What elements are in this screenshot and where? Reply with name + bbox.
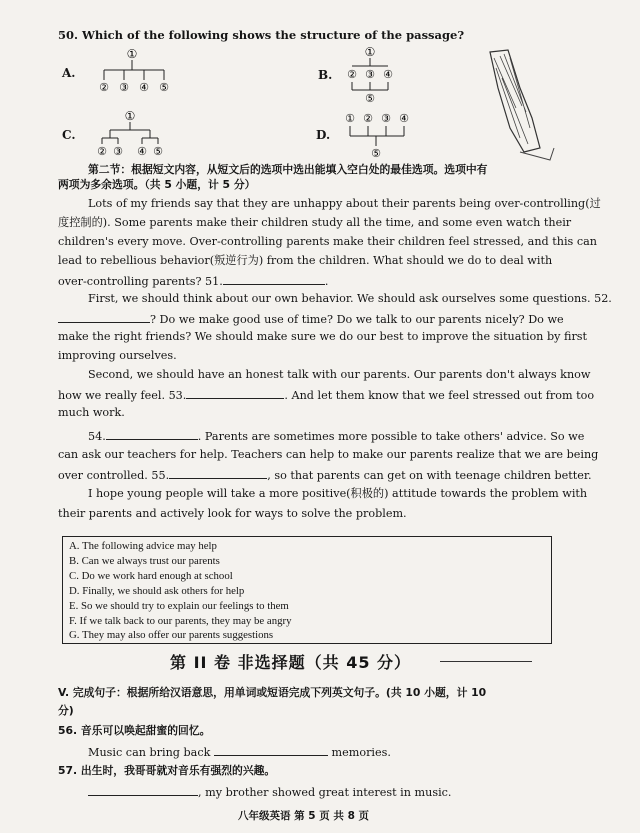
blank-53[interactable] [186, 387, 284, 399]
passage-line [88, 428, 598, 444]
q56-english [88, 744, 598, 760]
node-c-2: ② [97, 145, 107, 158]
node-d-1: ① [345, 112, 355, 125]
q57-text: , my brother showed great interest in music. [198, 786, 452, 799]
node-c-4: ④ [137, 145, 147, 158]
q56-chinese: 56. 音乐可以唤起甜蜜的回忆。 [58, 724, 211, 737]
node-d-2: ② [363, 112, 373, 125]
heading-rule [440, 661, 532, 662]
node-d-3: ③ [381, 112, 391, 125]
passage-line [58, 273, 598, 289]
option-a-label: A. [62, 66, 76, 80]
passage-text: . Parents are sometimes more possible to take others' advice. So we [197, 430, 585, 443]
question-50: 50. Which of the following shows the structure of the passage? [58, 28, 465, 42]
pencil-scribble [480, 48, 558, 168]
passage-line: lead to rebellious behavior(叛逆行为) from the children. What should we do to deal with [58, 254, 553, 267]
structure-diagram-c [92, 108, 172, 158]
section2-instruction: 第二节：根据短文内容，从短文后的选项中选出能填入空白处的最佳选项。选项中有 [88, 163, 488, 176]
page-footer: 八年级英语 第 5 页 共 8 页 [238, 810, 370, 822]
node-d-4: ④ [399, 112, 409, 125]
passage-text: how we really feel. 53. [58, 389, 187, 402]
passage-line [58, 311, 598, 327]
option-c: C. Do we work hard enough at school [69, 570, 233, 582]
section5-instruction-2: 分) [58, 704, 74, 717]
node-a-4: ④ [139, 81, 149, 94]
passage-line: much work. [58, 406, 125, 419]
node-b-3: ③ [365, 68, 375, 81]
option-g: G. They may also offer our parents suggestions [69, 629, 274, 641]
q56-text: Music can bring back [88, 746, 211, 759]
passage-line: improving ourselves. [58, 349, 177, 362]
passage-line: make the right friends? We should make sure we do our best to improve the situation by first [58, 330, 588, 343]
node-b-4: ④ [383, 68, 393, 81]
node-a-3: ③ [119, 81, 129, 94]
passage-line [58, 467, 598, 483]
structure-diagram-d [340, 110, 420, 160]
q57-chinese: 57. 出生时，我哥哥就对音乐有强烈的兴趣。 [58, 764, 276, 777]
option-e: E. So we should try to explain our feelings to them [69, 600, 289, 612]
passage-text: , so that parents can get on with teenage children better. [267, 469, 592, 482]
blank-52[interactable] [58, 311, 150, 323]
option-a: A. The following advice may help [69, 540, 217, 552]
passage-text: over controlled. 55. [58, 469, 170, 482]
passage-text: over-controlling parents? 51. [58, 275, 223, 288]
node-c-5: ⑤ [153, 145, 163, 158]
passage-line: First, we should think about our own behavior. We should ask ourselves some questions. 52. [88, 292, 612, 305]
passage-text: 54. [88, 430, 106, 443]
passage-line: 度控制的). Some parents make their children study all the time, and some even watch their [58, 216, 572, 229]
blank-54[interactable] [106, 428, 198, 440]
passage-text: . [324, 275, 329, 288]
q57-english [88, 784, 598, 800]
node-a-top: ① [126, 47, 138, 61]
part2-heading: 第 II 卷 非选择题（共 45 分） [170, 653, 412, 672]
structure-diagram-a [92, 46, 182, 94]
node-a-2: ② [99, 81, 109, 94]
option-b: B. Can we always trust our parents [69, 555, 220, 567]
blank-51[interactable] [223, 273, 325, 285]
passage-line: their parents and actively look for ways to solve the problem. [58, 507, 407, 520]
blank-55[interactable] [169, 467, 267, 479]
node-c-3: ③ [113, 145, 123, 158]
passage-line: Lots of my friends say that they are unhappy about their parents being over-controlling(过 [88, 197, 601, 210]
options-box [62, 536, 552, 644]
passage-line: I hope young people will take a more positive(积极的) attitude towards the problem with [88, 487, 588, 500]
node-b-5: ⑤ [365, 92, 375, 105]
passage-line: children's every move. Over-controlling parents make their children feel stressed, and this can [58, 235, 597, 248]
passage-text: ? Do we make good use of time? Do we talk to our parents nicely? Do we [150, 313, 564, 326]
node-b-2: ② [347, 68, 357, 81]
passage-text: . And let them know that we feel stressed out from too [284, 389, 595, 402]
section2-instruction-2: 两项为多余选项。（共 5 小题，计 5 分） [58, 178, 256, 191]
blank-57[interactable] [88, 784, 198, 796]
node-d-5: ⑤ [371, 147, 381, 160]
option-d: D. Finally, we should ask others for help [69, 585, 245, 597]
blank-56[interactable] [214, 744, 328, 756]
option-b-label: B. [318, 68, 333, 82]
node-b-top: ① [364, 45, 376, 59]
node-c-top: ① [124, 109, 136, 123]
passage-line [58, 387, 598, 403]
passage-line: can ask our teachers for help. Teachers can help to make our parents realize that we are being [58, 448, 599, 461]
q56-text-end: memories. [331, 746, 391, 759]
structure-diagram-b [338, 44, 408, 106]
section5-instruction: V. 完成句子：根据所给汉语意思，用单词或短语完成下列英文句子。(共 10 小题，计 10 [58, 686, 487, 699]
node-a-5: ⑤ [159, 81, 169, 94]
passage-line: Second, we should have an honest talk with our parents. Our parents don't always know [88, 368, 591, 381]
option-f: F. If we talk back to our parents, they may be angry [69, 615, 292, 627]
option-c-label: C. [62, 128, 76, 142]
option-d-label: D. [316, 128, 331, 142]
